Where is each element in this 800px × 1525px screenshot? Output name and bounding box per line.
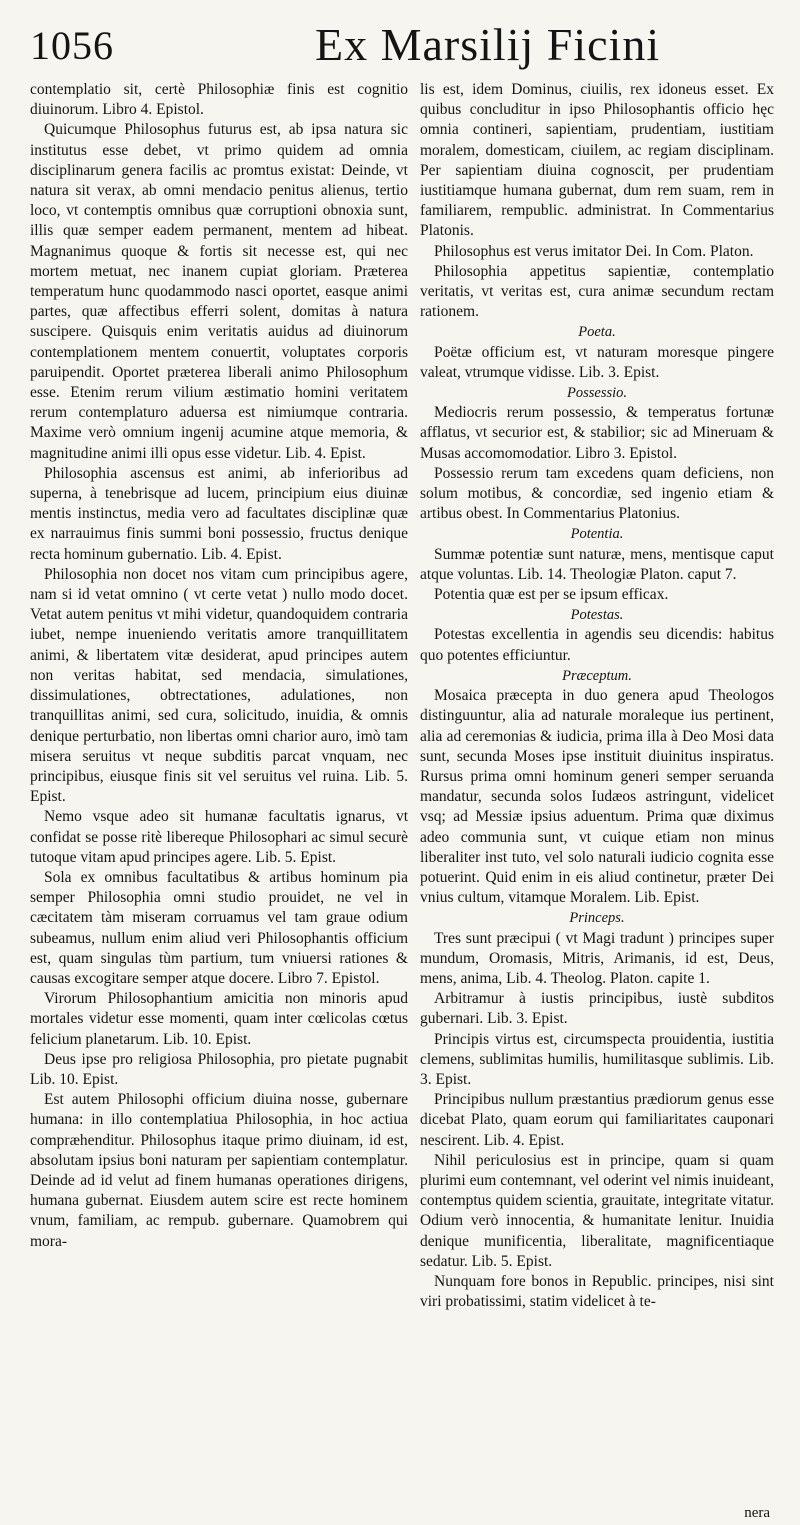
paragraph: Nunquam fore bonos in Republic. principes, nisi sint viri probatissimi, statim videlicet à te-: [420, 1272, 774, 1311]
left-column: [30, 80, 408, 1252]
paragraph: Principibus nullum præstantius prædiorum genus esse dicebat Plato, quam eorum qui familiaritates cauponari nescirent. Lib. 4. Epist.: [420, 1091, 774, 1149]
running-title: Ex Marsilij Ficini: [315, 19, 661, 70]
paragraph: Mosaica præcepta in duo genera apud Theologos distinguuntur, alia ad naturale moraleque ius pertinent, alia ad ceremonias & iudicia, prima illa à Deo Mosi data sunt, secunda Moses ipse instituit diuinitus inspiratus. Rursus prima omni hominum generi semper seruanda mandatur, secunda solos Iudæos astringunt, videlicet vsq; ad Messiæ ipsius aduentum. Prima quæ diximus adeo communia sunt, vt cuique etiam non minus liberaliter inst tuto, vel solo naturali iudicio cognita esse potuerint. Quid enim in eis aliud continetur, præter Dei vnius cultum, vitamque Moralem. Lib. Epist.: [420, 687, 774, 907]
paragraph: Poëtæ officium est, vt naturam moresque pingere valeat, vtrumque vidisse. Lib. 3. Epist.: [420, 343, 774, 381]
paragraph: Nihil periculosius est in principe, quam si quam plurimi eum contemnant, vel oderint vel nimis inuideant, contemptus quidem scientia, grauitate, integritate vitatur. Odium verò innocentia, & humanitate lenitur. Inuidia denique munificentia, liberalitate, magnificentiaque sedatur. Lib. 5. Epist.: [420, 1151, 774, 1270]
paragraph: Virorum Philosophantium amicitia non minoris apud mortales videtur esse momenti, quam inter cœlicolas cœtus felicium planetarum. Lib. 10. Epist.: [30, 990, 408, 1048]
page-header: [30, 18, 770, 78]
paragraph: Philosophia appetitus sapientiæ, contemplatio veritatis, vt veritas est, cura animæ secundum rectam rationem.: [420, 262, 774, 321]
paragraph: Nemo vsque adeo sit humanæ facultatis ignarus, vt confidat se posse ritè libereque Philosophari ac simul securè tutoque vitam apud principes agere. Lib. 5. Epist.: [30, 808, 408, 866]
paragraph: Possessio rerum tam excedens quam deficiens, non solum motibus, & concordiæ, sed ingenio etiam & artibus obest. In Commentarius Platonius.: [420, 464, 774, 523]
paragraph: contemplatio sit, certè Philosophiæ finis est cognitio diuinorum. Libro 4. Epistol.: [30, 81, 408, 119]
paragraph: Summæ potentiæ sunt naturæ, mens, mentisque caput atque voluntas. Lib. 14. Theologiæ Platon. caput 7.: [420, 545, 774, 583]
section-heading: Præceptum.: [562, 667, 632, 684]
paragraph: lis est, idem Dominus, ciuilis, rex idoneus esset. Ex quibus concluditur in ipso Philosophantis officio hęc omnia contineri, sapientiam, prudentiam, iustitiam moralem, domesticam, ciuilem, ac regiam disciplinam. Per sapientiam diuina cognoscit, per prudentiam iustitiamque humana gubernat, dum rem suam, rem in familiarem, rempublic. administrat. In Commentarius Platonis.: [420, 81, 774, 240]
page-number: 1056: [30, 23, 114, 68]
paragraph: Philosophia ascensus est animi, ab inferioribus ad superna, à tenebrisque ad lucem, principium eius diuinæ mentis instinctus, media vero ad facultates disciplinæ quæ ex narrauimus finis summi boni possessio, fructus denique recta hominum gubernatio. Lib. 4. Epist.: [30, 464, 408, 563]
paragraph: Arbitramur à iustis principibus, iustè subditos gubernari. Lib. 3. Epist.: [420, 990, 774, 1028]
paragraph: Potestas excellentia in agendis seu dicendis: habitus quo potentes efficiuntur.: [420, 626, 774, 664]
right-column: [420, 80, 774, 1312]
paragraph: Potentia quæ est per se ipsum efficax.: [434, 586, 669, 604]
paragraph: Philosophus est verus imitator Dei. In Com. Platon.: [434, 242, 754, 260]
paragraph: Sola ex omnibus facultatibus & artibus hominum pia semper Philosophia omni studio prouidet, ne vel in cæcitatem tàm miseram corruamus vel tam graue odium subeamus, nullum enim aliud veri Philosophantis officium est, quam singulas tùm partium, tum vniuersi rationes & causas excogitare semper atque docere. Libro 7. Epistol.: [30, 868, 408, 987]
section-heading: Princeps.: [569, 910, 625, 927]
catchword: nera: [744, 1505, 770, 1521]
paragraph: Mediocris rerum possessio, & temperatus fortunæ afflatus, vt securior est, & stabilior; sic ad Mineruam & Musas accomomodatior. Libro 3. Epistol.: [420, 404, 774, 462]
paragraph: Deus ipse pro religiosa Philosophia, pro pietate pugnabit Lib. 10. Epist.: [30, 1050, 408, 1088]
paragraph: Principis virtus est, circumspecta prouidentia, iustitia clemens, sublimitas humilis, humilitasque sublimis. Lib. 3. Epist.: [420, 1030, 774, 1088]
paragraph: Quicumque Philosophus futurus est, ab ipsa natura sic institutus esse debet, vt primo quidem ad omnia disciplinarum genera facilis ac promtus existat: Deinde, vt natura sit verax, ab omni mendacio penitus alienus, tertio loco, vt contemptis omnibus quæ corruptioni obnoxia sunt, illis quæ semper eadem permanent, mentem ad hibeat. Magnanimus quoque & fortis sit necesse est, qui nec mortem metuat, nec inanem cupiat gloriam. Præterea temperatum hunc quodammodo nasci oportet, easque animi partes, quæ affectibus efferri solent, domitas à natura suscipere. Quisquis enim veritatis auidus ad diuinorum contemplationem mentem conuertit, voluptates corporis paruipendit. Oportet præterea liberali animo Philosophum esse. Etenim rerum vilium æstimatio homini veritatem rerum contemplaturo aduersa est nimiumque contraria. Maxime verò omnium ingenij acumine atque memoria, & magnitudine animi illi opus esse videtur. Lib. 4. Epist.: [30, 121, 408, 462]
section-heading: Potentia.: [570, 526, 624, 543]
paragraph: Philosophia non docet nos vitam cum principibus agere, nam si id vetat omnino ( vt certe vetat ) nullo modo docet. Vetat autem penitus vt mihi videtur, quandoquidem contraria iubet, nempe inueniendo veritatis amore tranquillitatem animi, & libertatem vitæ desiderat, apud principes autem non veritas habitat, sed mendacia, simulationes, dissimulationes, obtrectationes, adulationes, non tranquillitas animi, sed cura, solicitudo, inuidia, & omnis denique perturbatio, non libertas omni charior auro, imò tam misera seruitus vt neque subditis parcat vnquam, nec principibus, eiusque finis sit vel seruitus vel ruina. Lib. 5. Epist.: [30, 565, 408, 806]
paragraph: Est autem Philosophi officium diuina nosse, gubernare humana: in illo contemplatiua Philosophia, in hoc actiua compræhenditur. Philosophus itaque primo diuinam, id est, absolutam ipsius boni naturam per sapientiam contemplatur. Deinde ad id velut ad finem humanas operationes dirigens, humana gubernat. Eiusdem autem scire est recte hominem vnum, familiam, ac rempub. gubernare. Quamobrem qui mora-: [30, 1091, 408, 1250]
section-heading: Possessio.: [566, 385, 628, 402]
section-heading: Poeta.: [578, 324, 616, 341]
paragraph: Tres sunt præcipui ( vt Magi tradunt ) principes super mundum, Oromasis, Mitris, Arimanis, id est, Deus, mens, anima, Lib. 4. Theolog. Platon. capite 1.: [420, 929, 774, 987]
section-heading: Potestas.: [570, 607, 624, 624]
